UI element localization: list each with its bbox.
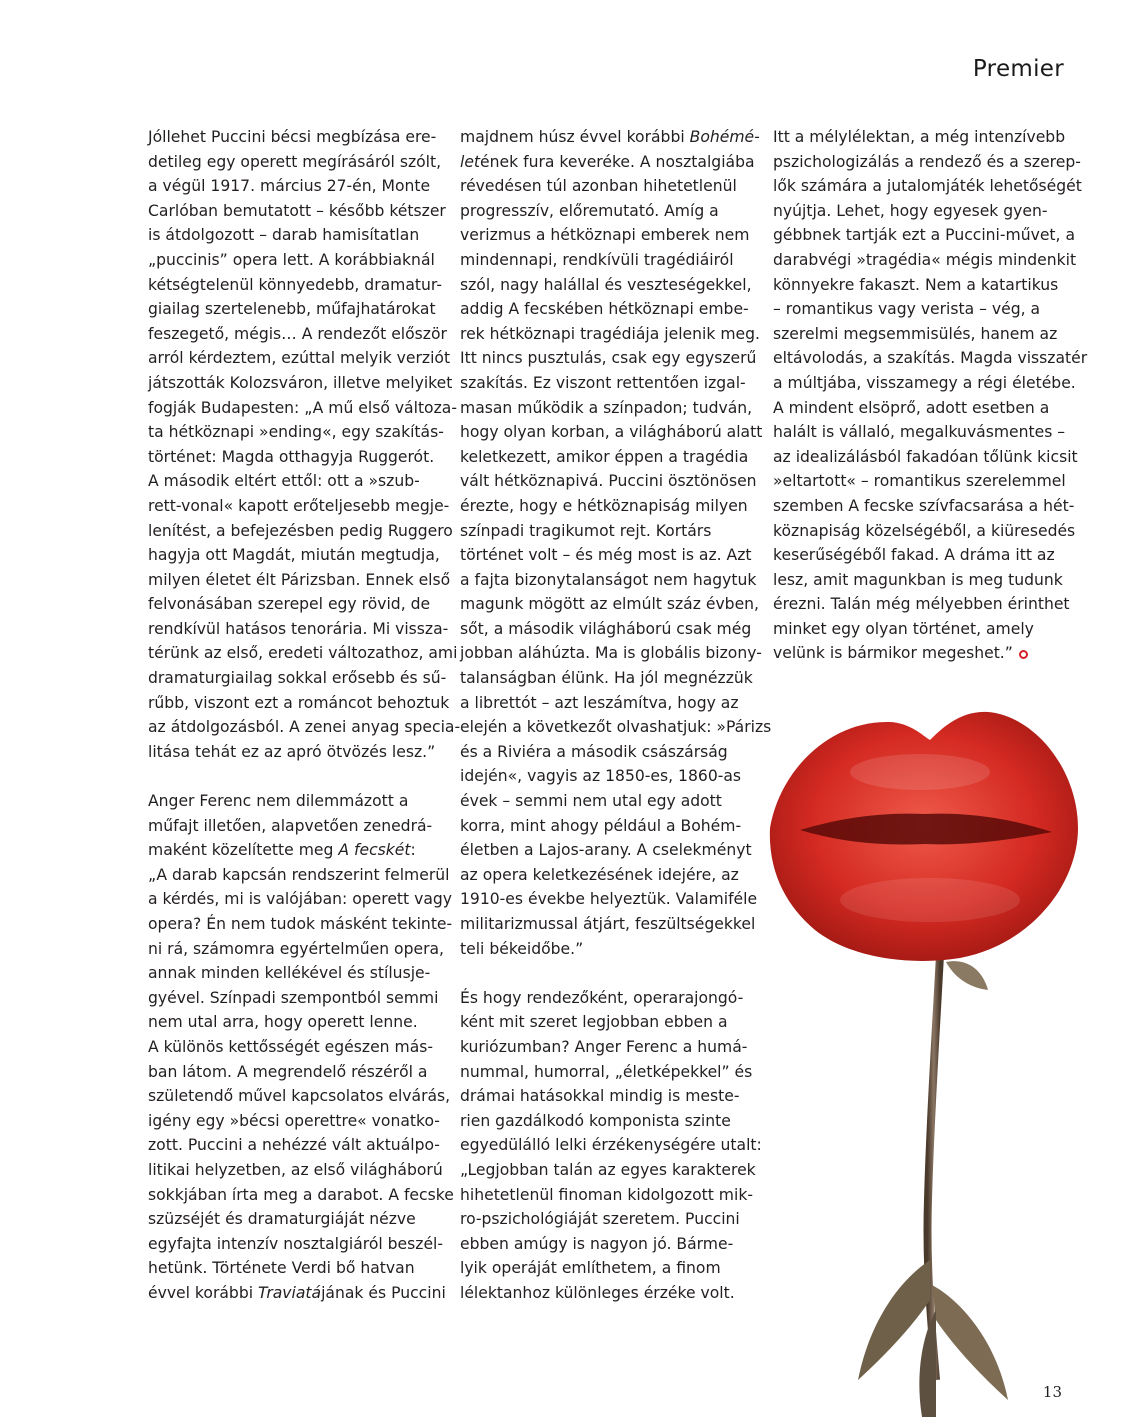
- text-line: masan működik a színpadon; tudván,: [460, 398, 753, 417]
- text-line: ebben amúgy is nagyon jó. Bárme-: [460, 1234, 734, 1253]
- text-line: nyújtja. Lehet, hogy egyesek gyen-: [773, 201, 1048, 220]
- text-line: ként mit szeret legjobban ebben a: [460, 1013, 728, 1032]
- text-line: hagyja ott Magdát, miután megtudja,: [148, 546, 440, 565]
- text-line: gébbnek tartják ezt a Puccini-művet, a: [773, 226, 1075, 245]
- text-line: egyfajta intenzív nosztalgiáról beszél-: [148, 1234, 444, 1253]
- text-line: militarizmussal átjárt, feszültségekkel: [460, 915, 756, 933]
- text-line: játszották Kolozsváron, illetve melyiket: [148, 373, 453, 392]
- text-line: a librettót – azt leszámítva, hogy az: [460, 693, 739, 712]
- text-line: verizmus a hétköznapi emberek nem: [460, 226, 750, 245]
- text-line: keserűségéből fakad. A dráma itt az: [773, 546, 1055, 565]
- text-line: révedésen túl azonban hihetetlenül: [460, 177, 737, 196]
- text-line: minket egy olyan történet, amely: [773, 619, 1034, 638]
- text-line: is átdolgozott – darab hamisítatlan: [148, 226, 420, 245]
- text-line: addig A fecskében hétköznapi embe-: [460, 300, 749, 319]
- text-line: köznapiság közelségéből, a kiüresedés: [773, 521, 1076, 540]
- text-line: szerelmi megsemmisülés, hanem az: [773, 324, 1058, 343]
- text-line: életben a Lajos-arany. A cselekményt: [460, 841, 752, 860]
- text-line: A különös kettősségét egészen más-: [148, 1037, 434, 1056]
- text-line: a végül 1917. március 27-én, Monte: [148, 177, 431, 196]
- text-line: műfajt illetően, alapvetően zenedrá-: [148, 816, 433, 835]
- text-line: Carlóban bemutatott – később kétszer: [148, 201, 446, 220]
- end-of-article-mark: [1019, 650, 1028, 659]
- text-line: „A darab kapcsán rendszerint felmerül: [148, 865, 450, 884]
- text-line: „puccinis” opera lett. A korábbiaknál: [148, 250, 435, 269]
- text-line: színpadi tragikumot rejt. Kortárs: [460, 521, 712, 540]
- text-line: könnyekre fakaszt. Nem a katartikus: [773, 275, 1059, 294]
- text-line: az átdolgozásból. A zenei anyag specia-: [148, 718, 461, 737]
- paragraph-gap: [460, 961, 754, 986]
- text-line: a múltjába, visszamegy a régi életébe.: [773, 373, 1076, 392]
- text-line: Jóllehet Puccini bécsi megbízása ere-: [148, 128, 437, 146]
- text-line: rek hétköznapi tragédiája jelenik meg.: [460, 324, 760, 343]
- text-line: maként közelítette meg A fecskét:: [148, 841, 416, 860]
- text-line: arról kérdeztem, ezúttal melyik verziót: [148, 349, 451, 368]
- text-line: szemben A fecske szívfacsarása a hét-: [773, 496, 1075, 515]
- text-line: az opera keletkezésének idejére, az: [460, 865, 739, 884]
- text-line: eltávolodás, a szakítás. Magda visszatér: [773, 349, 1088, 368]
- text-line: egyedülálló lelki érzékenységére utalt:: [460, 1136, 762, 1155]
- text-line: és a Riviéra a második császárság: [460, 742, 728, 761]
- text-line: detileg egy operett megírásáról szólt,: [148, 152, 442, 171]
- text-line: ro-pszichológiáját szeretem. Puccini: [460, 1210, 740, 1229]
- text-line: litása tehát ez az apró ötvözés lesz.”: [148, 742, 436, 761]
- text-line: fogják Budapesten: „A mű első változa-: [148, 398, 457, 417]
- text-line: lők számára a jutalomjáték lehetőségét: [773, 177, 1082, 196]
- text-line: És hogy rendezőként, operarajongó-: [460, 988, 744, 1007]
- text-line: rett-vonal« kapott erőteljesebb megje-: [148, 496, 450, 515]
- text-line: igény egy »bécsi operettre« vonatko-: [148, 1111, 440, 1130]
- text-line: velünk is bármikor megeshet.”: [773, 641, 1065, 666]
- text-line: rendkívül hatásos tenorária. Mi vissza-: [148, 619, 449, 638]
- text-line: történet volt – és még most is az. Azt: [460, 546, 752, 565]
- text-line: magunk mögött az elmúlt száz évben,: [460, 595, 760, 614]
- text-line: felvonásában szerepel egy rövid, de: [148, 595, 431, 614]
- text-line: Anger Ferenc nem dilemmázott a: [148, 792, 409, 811]
- text-line: – romantikus vagy verista – vég, a: [773, 300, 1041, 319]
- text-line: keletkezett, amikor éppen a tragédia: [460, 447, 749, 466]
- text-line: lyik operáját említhetem, a finom: [460, 1259, 721, 1278]
- text-line: évvel korábbi Traviatájának és Puccini: [148, 1283, 446, 1302]
- text-line: opera? Én nem tudok másként tekinte-: [148, 915, 453, 933]
- text-line: rűbb, viszont ezt a románcot behoztuk: [148, 693, 450, 712]
- text-line: teli békeidőbe.”: [460, 939, 584, 958]
- text-line: letének fura keveréke. A nosztalgiába: [460, 152, 755, 171]
- text-line: nem utal arra, hogy operett lenne.: [148, 1013, 418, 1032]
- text-line: talanságban élünk. Ha jól megnézzük: [460, 669, 753, 688]
- text-line: giailag szertelenebb, műfajhatárokat: [148, 300, 436, 319]
- text-line: a kérdés, mi is valójában: operett vagy: [148, 890, 453, 909]
- text-line: az idealizálásból fakadóan tőlünk kicsit: [773, 447, 1078, 466]
- text-line: térünk az első, eredeti változathoz, ami: [148, 644, 458, 663]
- text-line: sőt, a második világháború csak még: [460, 619, 752, 638]
- text-line: születendő művel kapcsolatos elvárás,: [148, 1087, 451, 1106]
- page-number: 13: [1042, 1383, 1062, 1401]
- text-line: elején a következőt olvashatjuk: »Párizs: [460, 718, 772, 737]
- text-line: gyével. Színpadi szempontból semmi: [148, 988, 439, 1007]
- text-line: lesz, amit magunkban is meg tudunk: [773, 570, 1063, 589]
- text-line: »eltartott« – romantikus szerelemmel: [773, 472, 1066, 491]
- section-title: Premier: [972, 56, 1064, 82]
- text-line: szüzséjét és dramaturgiáját nézve: [148, 1210, 416, 1229]
- text-line: milyen életet élt Párizsban. Ennek első: [148, 570, 451, 589]
- text-line: ta hétköznapi »ending«, egy szakítás-: [148, 423, 444, 442]
- text-line: történet: Magda otthagyja Ruggerót.: [148, 447, 435, 466]
- lips-flower-illustration: [760, 700, 1090, 1417]
- text-line: Itt a mélylélektan, a még intenzívebb: [773, 128, 1066, 146]
- text-line: annak minden kellékével és stílusje-: [148, 964, 431, 983]
- text-line: zott. Puccini a nehézzé vált aktuálpo-: [148, 1136, 440, 1155]
- text-line: Itt nincs pusztulás, csak egy egyszerű: [460, 349, 757, 368]
- article-column-3: [773, 125, 1088, 666]
- text-line: halált is vállaló, megalkuvásmentes –: [773, 423, 1066, 442]
- text-line: szakítás. Ez viszont rettentően izgal-: [460, 373, 746, 392]
- text-line: hihetetlenül finoman kidolgozott mik-: [460, 1185, 753, 1204]
- text-line: litikai helyzetben, az első világháború: [148, 1160, 443, 1179]
- text-line: 1910-es évekbe helyeztük. Valamiféle: [460, 890, 758, 909]
- text-line: mindennapi, rendkívüli tragédiáiról: [460, 250, 734, 269]
- text-line: korra, mint ahogy például a Bohém-: [460, 816, 742, 835]
- text-line: hetünk. Története Verdi bő hatvan: [148, 1259, 415, 1278]
- article-column-1: [148, 125, 461, 1306]
- text-line: ban látom. A megrendelő részéről a: [148, 1062, 428, 1081]
- text-line: ni rá, számomra egyértelműen opera,: [148, 939, 444, 958]
- text-line: A második eltért ettől: ott a »szub-: [148, 472, 420, 491]
- text-line: kuriózumban? Anger Ferenc a humá-: [460, 1037, 748, 1056]
- paragraph-gap: [148, 764, 440, 789]
- text-line: pszichologizálás a rendező és a szerep-: [773, 152, 1081, 171]
- text-line: nummal, humorral, „életképekkel” és: [460, 1062, 753, 1081]
- text-line: érezni. Talán még mélyebben érinthet: [773, 595, 1070, 614]
- text-line: érezte, hogy e hétköznapiság milyen: [460, 496, 748, 515]
- text-line: drámai hatásokkal mindig is meste-: [460, 1087, 740, 1106]
- text-line: progresszív, előremutató. Amíg a: [460, 201, 719, 220]
- text-line: évek – semmi nem utal egy adott: [460, 792, 722, 811]
- text-line: jobban aláhúzta. Ma is globális bizony-: [460, 644, 762, 663]
- text-line: feszegető, mégis… A rendezőt először: [148, 324, 447, 343]
- text-line: „Legjobban talán az egyes karakterek: [460, 1160, 756, 1179]
- text-line: a fajta bizonytalanságot nem hagytuk: [460, 570, 757, 589]
- text-line: idején«, vagyis az 1850-es, 1860-as: [460, 767, 742, 786]
- text-line: majdnem húsz évvel korábbi Bohémé-: [460, 128, 760, 146]
- text-line: rien gazdálkodó komponista szinte: [460, 1111, 731, 1130]
- text-line: kétségtelenül könnyedebb, dramatur-: [148, 275, 442, 294]
- text-line: hogy olyan korban, a világháború alatt: [460, 423, 763, 442]
- text-line: darabvégi »tragédia« mégis mindenkit: [773, 250, 1077, 269]
- text-line: sokkjában írta meg a darabot. A fecske: [148, 1185, 454, 1204]
- text-line: dramaturgiailag sokkal erősebb és sű-: [148, 669, 447, 688]
- article-column-2: [460, 125, 772, 1306]
- text-line: A mindent elsöprő, adott esetben a: [773, 398, 1050, 417]
- text-line: vált hétköznapivá. Puccini ösztönösen: [460, 472, 757, 491]
- text-line: szól, nagy halállal és veszteségekkel,: [460, 275, 752, 294]
- text-line: lenítést, a befejezésben pedig Ruggero: [148, 521, 453, 540]
- text-line: lélektanhoz különleges érzéke volt.: [460, 1283, 735, 1302]
